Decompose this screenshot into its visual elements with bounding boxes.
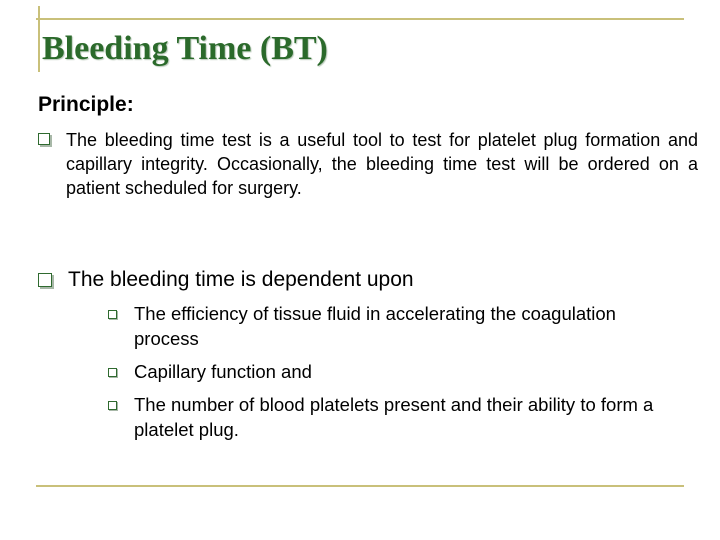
dependency-heading: The bleeding time is dependent upon	[68, 268, 414, 291]
principle-text: The bleeding time test is a useful tool to test for platelet plug formation and capillary integrity. Occasionally, the bleeding time test will be ordered on a patient scheduled for surgery.	[66, 130, 698, 198]
square-bullet-icon	[38, 133, 50, 145]
left-rule	[38, 6, 40, 72]
square-bullet-icon	[38, 273, 52, 287]
square-bullet-icon	[108, 368, 117, 377]
principle-bullet	[38, 128, 698, 200]
square-bullet-icon	[108, 401, 117, 410]
list-item	[108, 359, 668, 384]
list-item	[108, 301, 668, 351]
list-item-text: The efficiency of tissue fluid in accelerating the coagulation process	[134, 303, 616, 349]
top-rule	[36, 18, 684, 20]
list-item-text: The number of blood platelets present and their ability to form a platelet plug.	[134, 394, 654, 440]
dependency-list	[108, 301, 668, 450]
dependency-bullet	[38, 267, 698, 293]
list-item-text: Capillary function and	[134, 361, 312, 382]
list-item	[108, 392, 668, 442]
slide-title: Bleeding Time (BT)	[42, 30, 328, 67]
principle-heading: Principle:	[38, 93, 134, 116]
bottom-rule	[36, 485, 684, 487]
square-bullet-icon	[108, 310, 117, 319]
